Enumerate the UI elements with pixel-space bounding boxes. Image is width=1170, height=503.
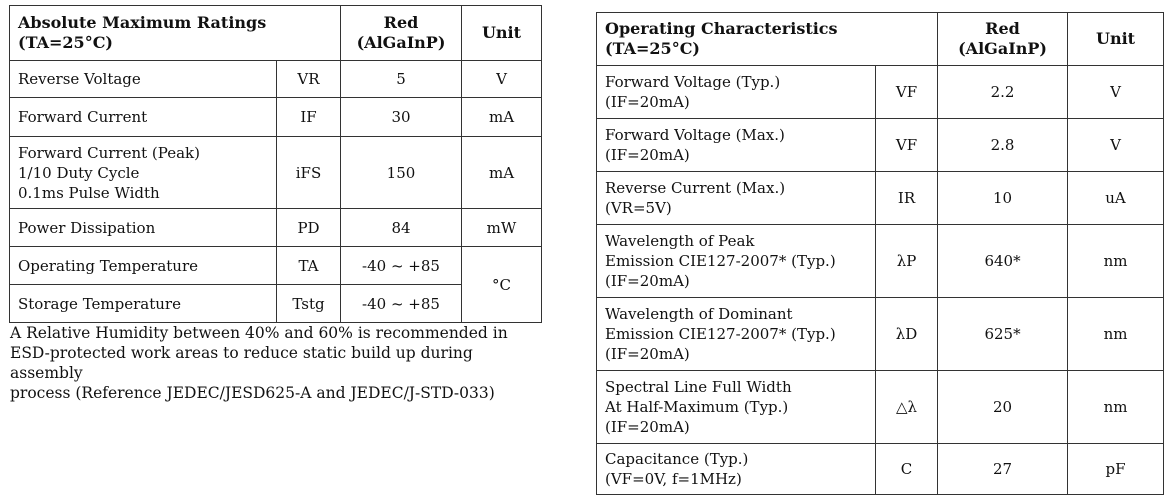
- table-row: [597, 66, 1164, 119]
- unit-cell: mW: [462, 209, 542, 247]
- absolute-maximum-ratings-table: [9, 5, 542, 323]
- symbol-cell: TA: [277, 247, 341, 285]
- table-row: [597, 298, 1164, 371]
- value-column-header: Red (AlGaInP): [341, 6, 462, 61]
- table-row: [597, 371, 1164, 444]
- symbol-cell: PD: [277, 209, 341, 247]
- table-row: [597, 444, 1164, 495]
- unit-cell: nm: [1068, 225, 1164, 298]
- value-cell: 2.2: [938, 66, 1068, 119]
- unit-cell: V: [1068, 119, 1164, 172]
- parameter-cell: Wavelength of Dominant Emission CIE127-2007* (Typ.) (IF=20mA): [597, 298, 876, 371]
- value-cell: -40 ~ +85: [341, 247, 462, 285]
- note-line: ESD-protected work areas to reduce static build up during assembly: [10, 344, 473, 382]
- symbol-cell: △λ: [876, 371, 938, 444]
- table-row: [597, 172, 1164, 225]
- symbol-cell: C: [876, 444, 938, 495]
- value-cell: 2.8: [938, 119, 1068, 172]
- parameter-cell: Wavelength of Peak Emission CIE127-2007* (Typ.) (IF=20mA): [597, 225, 876, 298]
- value-cell: 84: [341, 209, 462, 247]
- humidity-note: [10, 323, 540, 403]
- value-cell: 625*: [938, 298, 1068, 371]
- table-header-row: [10, 6, 542, 61]
- value-cell: 27: [938, 444, 1068, 495]
- table-row: [10, 209, 542, 247]
- parameter-cell: Forward Current (Peak) 1/10 Duty Cycle 0.1ms Pulse Width: [10, 137, 277, 209]
- unit-cell: °C: [462, 247, 542, 323]
- unit-cell: V: [462, 61, 542, 98]
- table-row: [597, 225, 1164, 298]
- table-row: [10, 98, 542, 137]
- symbol-cell: VF: [876, 119, 938, 172]
- value-cell: 30: [341, 98, 462, 137]
- unit-cell: mA: [462, 137, 542, 209]
- table-row: [597, 119, 1164, 172]
- parameter-cell: Forward Voltage (Max.) (IF=20mA): [597, 119, 876, 172]
- table-header-row: [597, 13, 1164, 66]
- parameter-cell: Reverse Current (Max.) (VR=5V): [597, 172, 876, 225]
- parameter-cell: Power Dissipation: [10, 209, 277, 247]
- unit-column-header: Unit: [1068, 13, 1164, 66]
- table-title: Absolute Maximum Ratings (TA=25°C): [10, 6, 341, 61]
- unit-cell: nm: [1068, 298, 1164, 371]
- symbol-cell: λD: [876, 298, 938, 371]
- value-cell: -40 ~ +85: [341, 285, 462, 323]
- parameter-cell: Operating Temperature: [10, 247, 277, 285]
- value-cell: 150: [341, 137, 462, 209]
- unit-cell: pF: [1068, 444, 1164, 495]
- symbol-cell: Tstg: [277, 285, 341, 323]
- operating-characteristics-table: [596, 12, 1164, 495]
- note-line: A Relative Humidity between 40% and 60% is recommended in: [10, 324, 508, 342]
- table-row: [10, 247, 542, 285]
- symbol-cell: IR: [876, 172, 938, 225]
- table-row: [10, 61, 542, 98]
- value-column-header: Red (AlGaInP): [938, 13, 1068, 66]
- unit-column-header: Unit: [462, 6, 542, 61]
- unit-cell: mA: [462, 98, 542, 137]
- unit-cell: nm: [1068, 371, 1164, 444]
- unit-cell: V: [1068, 66, 1164, 119]
- symbol-cell: VR: [277, 61, 341, 98]
- parameter-cell: Spectral Line Full Width At Half-Maximum (Typ.) (IF=20mA): [597, 371, 876, 444]
- value-cell: 20: [938, 371, 1068, 444]
- symbol-cell: IF: [277, 98, 341, 137]
- symbol-cell: VF: [876, 66, 938, 119]
- parameter-cell: Storage Temperature: [10, 285, 277, 323]
- value-cell: 640*: [938, 225, 1068, 298]
- parameter-cell: Reverse Voltage: [10, 61, 277, 98]
- note-line: process (Reference JEDEC/JESD625-A and JEDEC/J-STD-033): [10, 384, 495, 402]
- unit-cell: uA: [1068, 172, 1164, 225]
- table-row: [10, 137, 542, 209]
- value-cell: 10: [938, 172, 1068, 225]
- value-cell: 5: [341, 61, 462, 98]
- parameter-cell: Forward Current: [10, 98, 277, 137]
- parameter-cell: Forward Voltage (Typ.) (IF=20mA): [597, 66, 876, 119]
- parameter-cell: Capacitance (Typ.) (VF=0V, f=1MHz): [597, 444, 876, 495]
- table-title: Operating Characteristics (TA=25°C): [597, 13, 938, 66]
- symbol-cell: λP: [876, 225, 938, 298]
- symbol-cell: iFS: [277, 137, 341, 209]
